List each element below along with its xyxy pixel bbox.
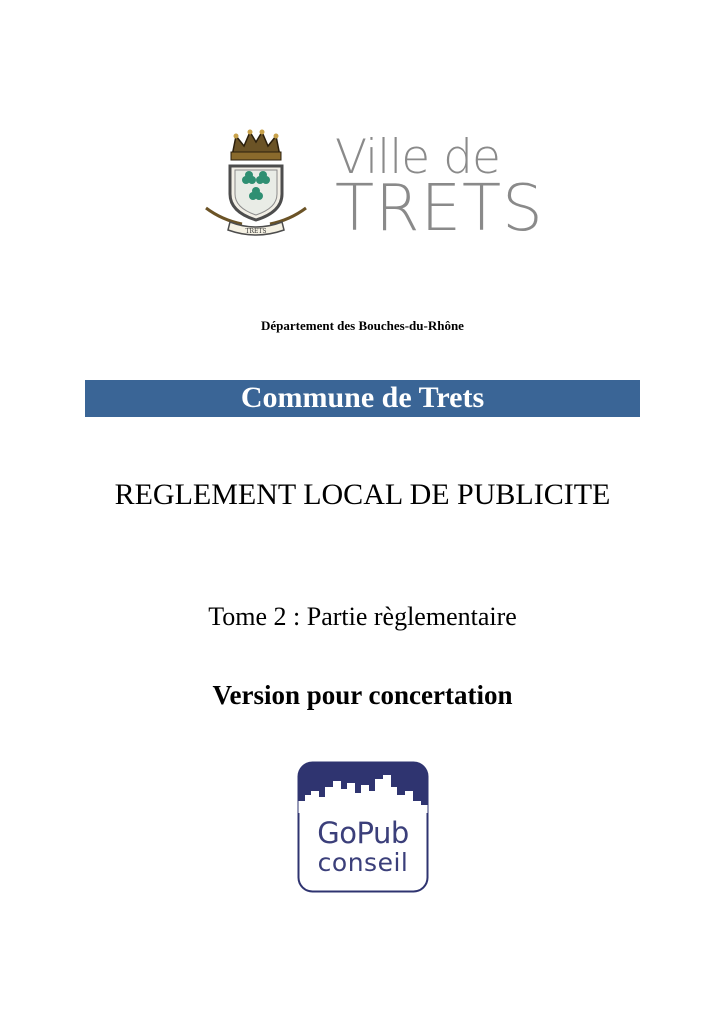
conseil-wordmark: conseil xyxy=(317,848,409,877)
coat-of-arms-icon xyxy=(202,128,310,240)
commune-banner xyxy=(85,380,640,417)
ville-de-trets-logo xyxy=(335,130,544,246)
gopub-wordmark: GoPub xyxy=(317,816,409,850)
document-title: REGLEMENT LOCAL DE PUBLICITE xyxy=(114,478,611,511)
logo-line-trets: TRETS xyxy=(335,172,544,246)
logo-line-ville-de: Ville de xyxy=(335,130,500,185)
commune-title: Commune de Trets xyxy=(240,381,485,414)
tome-subtitle: Tome 2 : Partie règlementaire xyxy=(208,602,517,631)
gopub-conseil-logo xyxy=(297,761,429,893)
version-label: Version pour concertation xyxy=(212,680,513,710)
department-label: Département des Bouches-du-Rhône xyxy=(261,318,464,333)
crest-banner-text: TRETS xyxy=(245,228,267,235)
